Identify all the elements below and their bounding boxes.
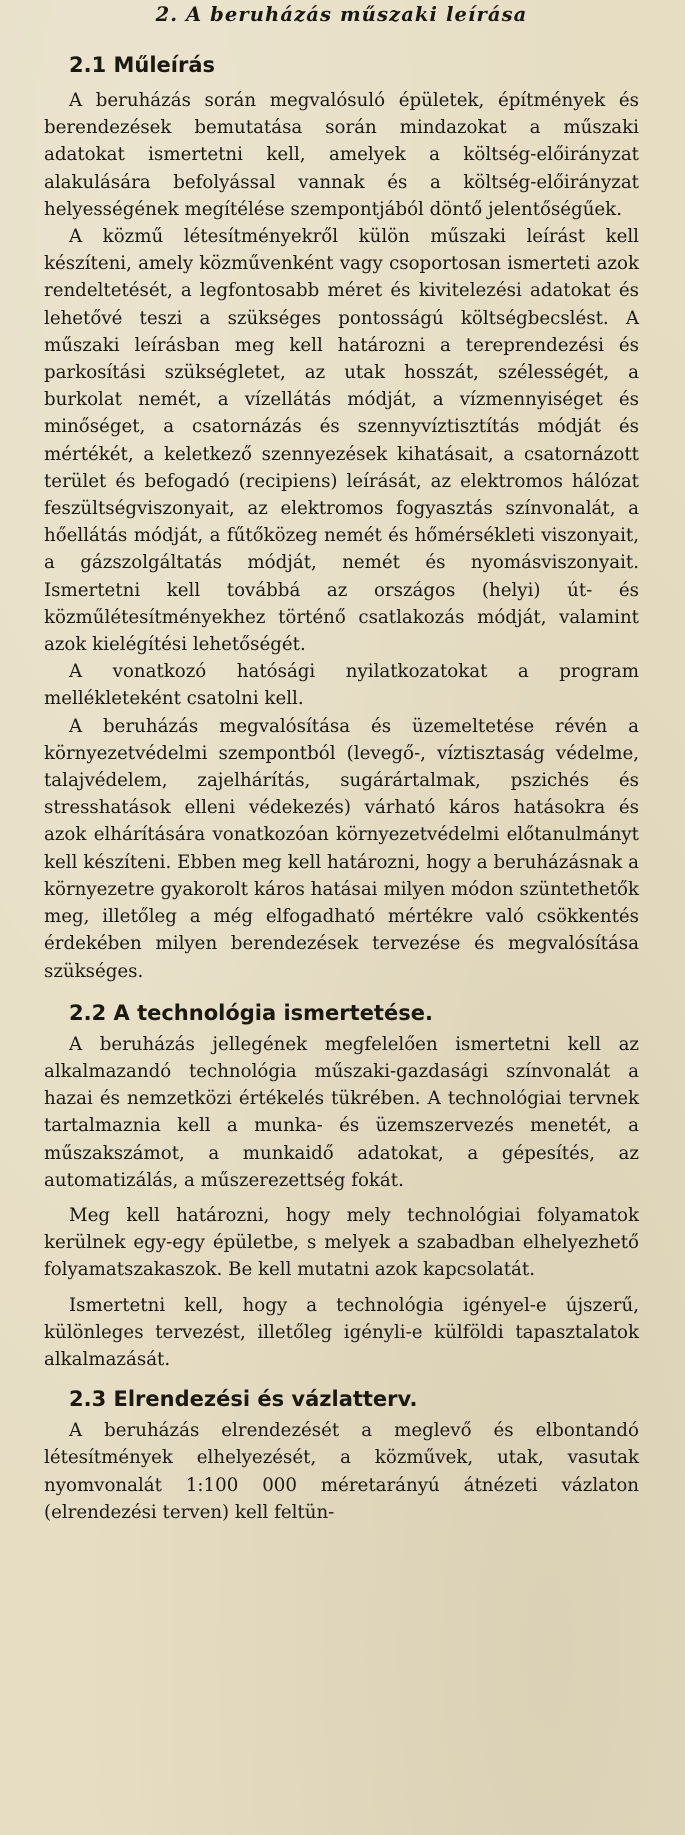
chapter-title: 2. A beruházás műszaki leírása: [155, 3, 528, 26]
paragraph: A közmű létesítményekről külön műszaki leírást kell készíteni, amely közművenként vagy csoportosan ismerteti azok rendeltetését, a legfontosabb méret és kivitelezési adatokat és lehetővé teszi a szükséges pontosságú költségbecslést. A műszaki leírásban meg kell határozni a tereprendezési és parkosítási szükségletet, az utak hosszát, szélességét, a burkolat nemét, a vízellátás módját, a vízmennyiséget és minőséget, a csatornázás és szennyvíztisztítás módját és mértékét, a keletkező szennyezések kihatásait, a csatornázott terület és befogadó (recipiens) leírását, az elektromos hálózat feszültségviszonyait, az elektromos fogyasztás színvonalát, a hőellátás módját, a fűtőközeg nemét és hőmérsékleti viszonyait, a gázszolgáltatás módját, nemét és nyomásviszonyait. Ismertetni kell továbbá az országos (helyi) út- és közműlétesítményekhez történő csatlakozás módját, valamint azok kielégítési lehetőségét.: [44, 226, 639, 656]
paragraph: A vonatkozó hatósági nyilatkozatokat a program mellékleteként csatolni kell.: [44, 661, 639, 710]
paragraph: A beruházás jellegének megfelelően ismertetni kell az alkalmazandó technológia műszaki-gazdasági színvonalát a hazai és nemzetközi értékelés tükrében. A technológiai tervnek tartalmaznia kell a munka- és üzemszervezés menetét, a műszakszámot, a munkaidő adatokat, a gépesítés, az automatizálás, a műszerezettség fokát.: [44, 1033, 639, 1191]
paragraph: A beruházás elrendezését a meglevő és elbontandó létesítmények elhelyezését, a közművek, utak, vasutak nyomvonalát 1:100 000 méretarányú átnézeti vázlaton (elrendezési terven) kell feltün-: [44, 1420, 639, 1523]
section-heading-2-2: 2.2 A technológia ismertetése.: [69, 1000, 433, 1025]
section-heading-2-3: 2.3 Elrendezési és vázlatterv.: [69, 1387, 418, 1412]
paragraph: Meg kell határozni, hogy mely technológiai folyamatok kerülnek egy-egy épületbe, s melyek a szabadban elhelyezhető folyamatszakaszok. Be kell mutatni azok kapcsolatát.: [44, 1204, 639, 1281]
paragraph: Ismertetni kell, hogy a technológia igényel-e újszerű, különleges tervezést, illetőleg igényli-e külföldi tapasztalatok alkalmazását.: [44, 1294, 639, 1370]
section-heading-2-1: 2.1 Műleírás: [69, 53, 216, 77]
section-2-1: [44, 49, 639, 985]
section-2-2: [44, 997, 639, 1373]
paragraph: A beruházás megvalósítása és üzemeltetése révén a környezetvédelmi szempontból (levegő-, víztisztaság védelme, talajvédelem, zajelhárítás, sugárártalmak, pszichés és stresshatások elleni védekezés) várható káros hatásokra és azok elhárítására vonatkozóan környezetvédelmi előtanulmányt kell készíteni. Ebben meg kell határozni, hogy a beruházásnak a környezetre gyakorolt káros hatásai milyen módon szüntethetők meg, illetőleg a még elfogadható mértékre való csökkentés érdekében milyen berendezések tervezése és megvalósítása szükséges.: [44, 715, 639, 982]
section-2-3: [44, 1383, 639, 1526]
paragraph: A beruházás során megvalósuló épületek, építmények és berendezések bemutatása során mindazokat a műszaki adatokat ismertetni kell, amelyek a költség-előirányzat alakulására befolyással vannak és a költség-előirányzat helyességének megítélése szempontjából döntő jelentőségűek.: [44, 90, 639, 220]
